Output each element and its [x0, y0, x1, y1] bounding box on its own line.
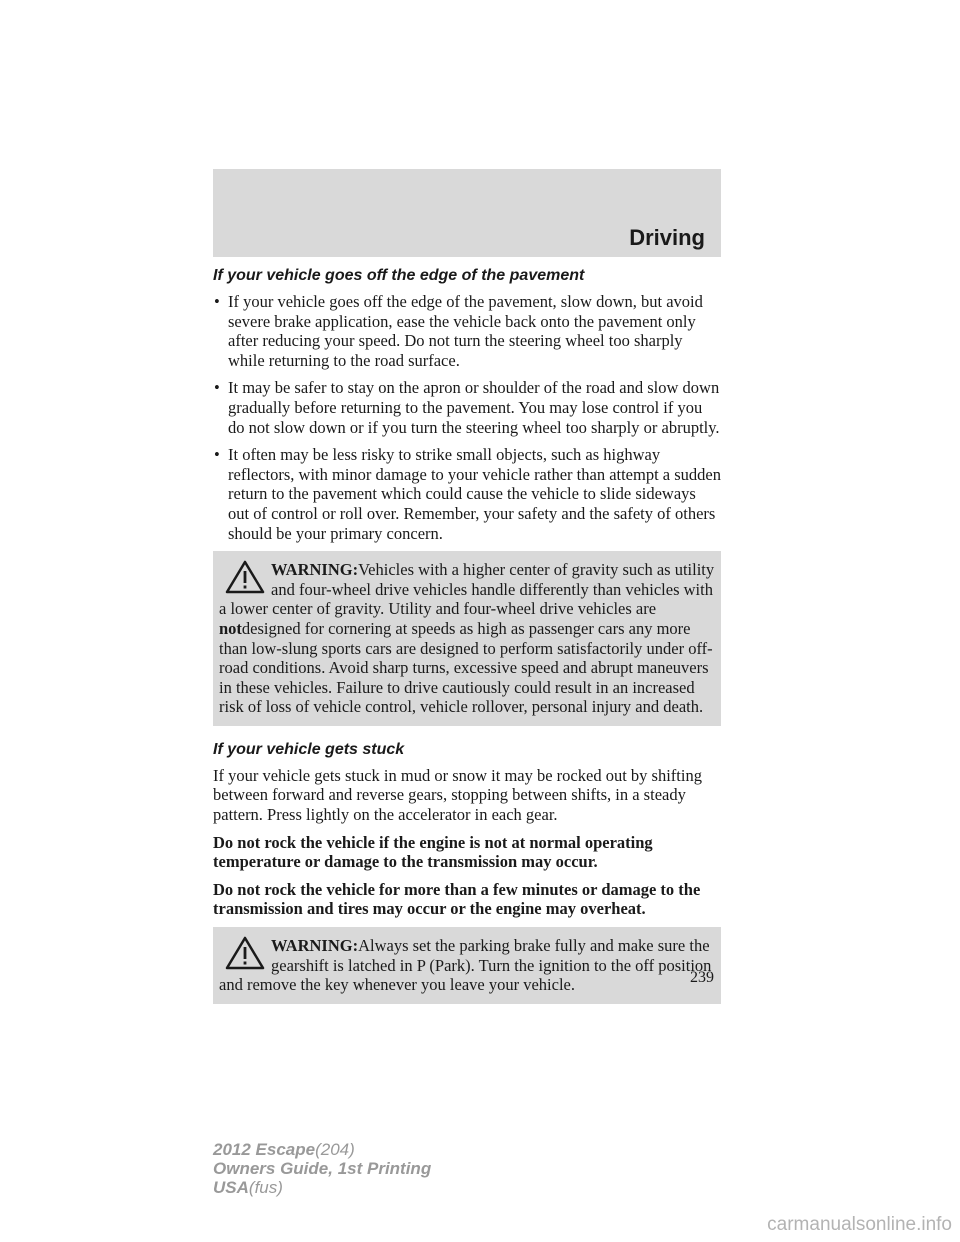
bold-note-duration: Do not rock the vehicle for more than a few minutes or damage to the transmission and tires may occur or the engine may overheat.	[213, 879, 701, 919]
bold-note-temperature: Do not rock the vehicle if the engine is not at normal operating temperature or damage to the transmission may occur.	[213, 832, 653, 872]
bullet-list	[213, 292, 721, 543]
page-number: 239	[690, 969, 714, 986]
section-heading-stuck: If your vehicle gets stuck	[213, 740, 405, 758]
warning-triangle-icon	[225, 560, 271, 598]
print-footer: 2012 Escape(204) Owners Guide, 1st Printing USA(fus)	[213, 1140, 432, 1197]
warning-text: WARNING:Always set the parking brake fully and make sure the gearshift is latched in P (Park). Turn the ignition to the off position and remove the key whenever you leave your vehicle.	[219, 936, 712, 995]
warning-box-parking-brake	[213, 927, 721, 1004]
header-band	[213, 169, 721, 257]
section-heading-pavement: If your vehicle goes off the edge of the pavement	[213, 267, 585, 284]
bullet-item: • It may be safer to stay on the apron or shoulder of the road and slow down gradually before returning to the pavement. You may lose control if you do not slow down or if you turn the steering wheel too sharply or abruptly.	[214, 378, 720, 437]
page-content	[213, 266, 721, 1018]
bullet-item: • It often may be less risky to strike small objects, such as highway reflectors, with minor damage to your vehicle rather than attempt a sudden return to the pavement which could cause the vehicle to slide sideways out of control or roll over. Remember, your safety and the safety of others should be your primary concern.	[214, 445, 721, 543]
section-title: Driving	[629, 225, 705, 250]
warning-label: WARNING:	[271, 936, 359, 956]
warning-box-center-of-gravity	[213, 551, 721, 726]
bullet-icon: •	[214, 445, 220, 465]
bullet-icon: •	[214, 292, 220, 311]
bullet-icon: •	[214, 378, 220, 398]
watermark: carmanualsonline.info	[767, 1214, 952, 1235]
warning-label: WARNING:	[271, 560, 359, 580]
paragraph-rocking: If your vehicle gets stuck in mud or snow it may be rocked out by shifting between forward and reverse gears, stopping between shifts, in a steady pattern. Press lightly on the accelerator in each gear.	[213, 765, 702, 825]
warning-text: WARNING:Vehicles with a higher center of gravity such as utility and four-wheel drive vehicles handle differently than vehicles with a lower center of gravity. Utility and four-wheel drive vehicles are notdesigned for cornering at speeds as high as passenger cars any more than low-slung sports cars are designed to perform satisfactorily under off-road conditions. Avoid sharp turns, excessive speed and abrupt maneuvers in these vehicles. Failure to drive cautiously could result in an increased risk of loss of vehicle control, vehicle rollover, personal injury and death.	[219, 560, 715, 717]
warning-triangle-icon	[225, 936, 271, 974]
bullet-item: • If your vehicle goes off the edge of the pavement, slow down, but avoid severe brake application, ease the vehicle back onto the pavement only after reducing your speed. Do not turn the steering wheel too sharply while returning to the road surface.	[214, 292, 703, 370]
